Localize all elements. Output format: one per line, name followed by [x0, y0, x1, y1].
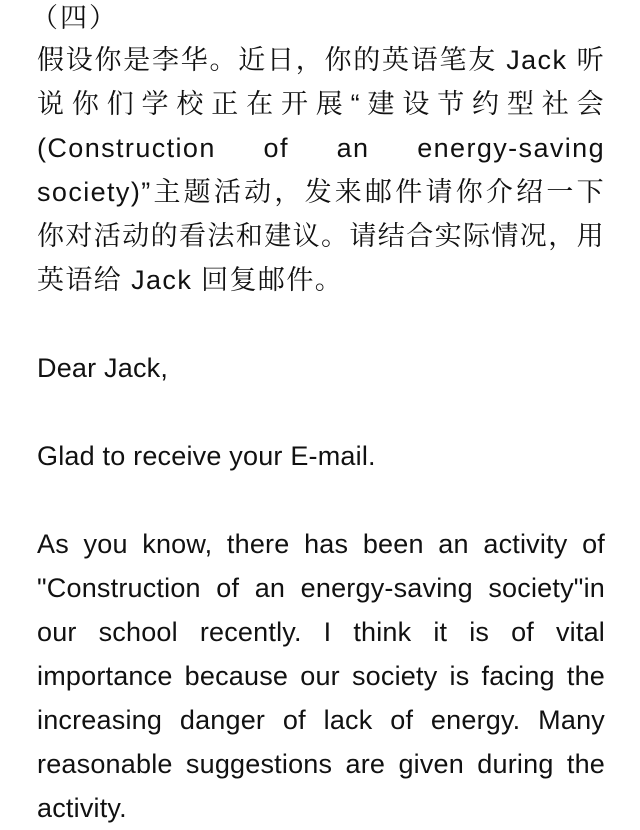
letter-body-paragraph: As you know, there has been an activity of "Construction of an energy-saving society"in our school recently. I think it is of vital importance because our society is facing the increasing danger of lack of energy. Many reasonable suggestions are given during the activity.	[37, 529, 605, 823]
letter-salutation: Dear Jack,	[37, 353, 169, 383]
section-label: （四）	[31, 3, 118, 33]
document-page	[31, 0, 605, 830]
letter-opening: Glad to receive your E-mail.	[37, 441, 376, 471]
writing-prompt: 假设你是李华。近日，你的英语笔友 Jack 听说你们学校正在开展“建设节约型社会 (Construction of an energy-saving society)”主题活动，发来邮件请你介绍一下你对活动的看法和建议。请结合实际情况，用英语给 Jack 回复邮件。	[37, 45, 605, 295]
spacer	[37, 390, 605, 434]
spacer	[37, 478, 605, 522]
spacer	[37, 302, 605, 346]
